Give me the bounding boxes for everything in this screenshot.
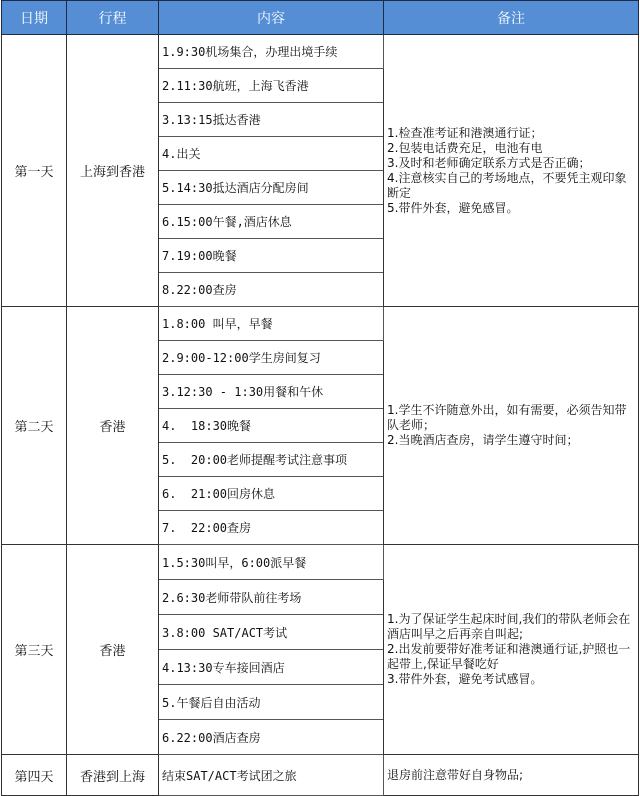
schedule-item: 6. 21:00回房休息 [159, 477, 384, 511]
schedule-item: 结束SAT/ACT考试团之旅 [159, 755, 384, 796]
schedule-item: 7. 22:00查房 [159, 511, 384, 545]
table-row [2, 35, 639, 69]
schedule-item: 2.9:00-12:00学生房间复习 [159, 341, 384, 375]
header-notes: 备注 [384, 1, 639, 35]
header-content: 内容 [159, 1, 384, 35]
schedule-item: 1.9:30机场集合，办理出境手续 [159, 35, 384, 69]
note-line: 1.为了保证学生起床时间,我们的带队老师会在酒店叫早之后再亲自叫起; [387, 612, 631, 641]
note-line: 2.当晚酒店查房，请学生遵守时间； [387, 433, 579, 447]
schedule-item: 6.15:00午餐,酒店休息 [159, 205, 384, 239]
day-notes [384, 545, 639, 755]
note-line: 1.学生不许随意外出，如有需要，必须告知带队老师； [387, 403, 627, 432]
header-row [2, 1, 639, 35]
header-route: 行程 [67, 1, 159, 35]
note-line: 3.及时和老师确定联系方式是否正确； [387, 155, 591, 170]
schedule-item: 3.8:00 SAT/ACT考试 [159, 615, 384, 650]
note-line: 5.带件外套，避免感冒。 [387, 200, 519, 215]
table-row [2, 545, 639, 580]
day-route: 香港 [67, 307, 159, 545]
schedule-item: 4.出关 [159, 137, 384, 171]
schedule-item: 1.8:00 叫早，早餐 [159, 307, 384, 341]
day-route: 上海到香港 [67, 35, 159, 307]
day-date: 第一天 [2, 35, 67, 307]
schedule-item: 6.22:00酒店查房 [159, 720, 384, 755]
day-date: 第四天 [2, 755, 67, 796]
day-notes [384, 35, 639, 307]
day-notes [384, 755, 639, 796]
header-date: 日期 [2, 1, 67, 35]
schedule-item: 5.午餐后自由活动 [159, 685, 384, 720]
schedule-item: 4. 18:30晚餐 [159, 409, 384, 443]
table-row [2, 755, 639, 796]
note-line: 退房前注意带好自身物品; [387, 767, 524, 782]
day-date: 第二天 [2, 307, 67, 545]
schedule-item: 5. 20:00老师提醒考试注意事项 [159, 443, 384, 477]
day-route: 香港到上海 [67, 755, 159, 796]
note-line: 2.包装电话费充足，电池有电 [387, 140, 543, 155]
note-line: 3.带件外套，避免考试感冒。 [387, 672, 543, 686]
schedule-item: 2.11:30航班，上海飞香港 [159, 69, 384, 103]
schedule-item: 5.14:30抵达酒店分配房间 [159, 171, 384, 205]
day-date: 第三天 [2, 545, 67, 755]
itinerary-table [1, 0, 639, 796]
day-route: 香港 [67, 545, 159, 755]
note-line: 4.注意核实自己的考场地点，不要凭主观印象断定 [387, 170, 627, 200]
note-line: 2.出发前要带好准考证和港澳通行证,护照也一起带上,保证早餐吃好 [387, 642, 631, 671]
table-row [2, 307, 639, 341]
schedule-item: 4.13:30专车接回酒店 [159, 650, 384, 685]
note-line: 1.检查准考证和港澳通行证； [387, 125, 543, 140]
schedule-item: 7.19:00晚餐 [159, 239, 384, 273]
schedule-item: 2.6:30老师带队前往考场 [159, 580, 384, 615]
schedule-item: 3.12:30 - 1:30用餐和午休 [159, 375, 384, 409]
schedule-item: 8.22:00查房 [159, 273, 384, 307]
schedule-item: 3.13:15抵达香港 [159, 103, 384, 137]
schedule-item: 1.5:30叫早，6:00派早餐 [159, 545, 384, 580]
day-notes [384, 307, 639, 545]
